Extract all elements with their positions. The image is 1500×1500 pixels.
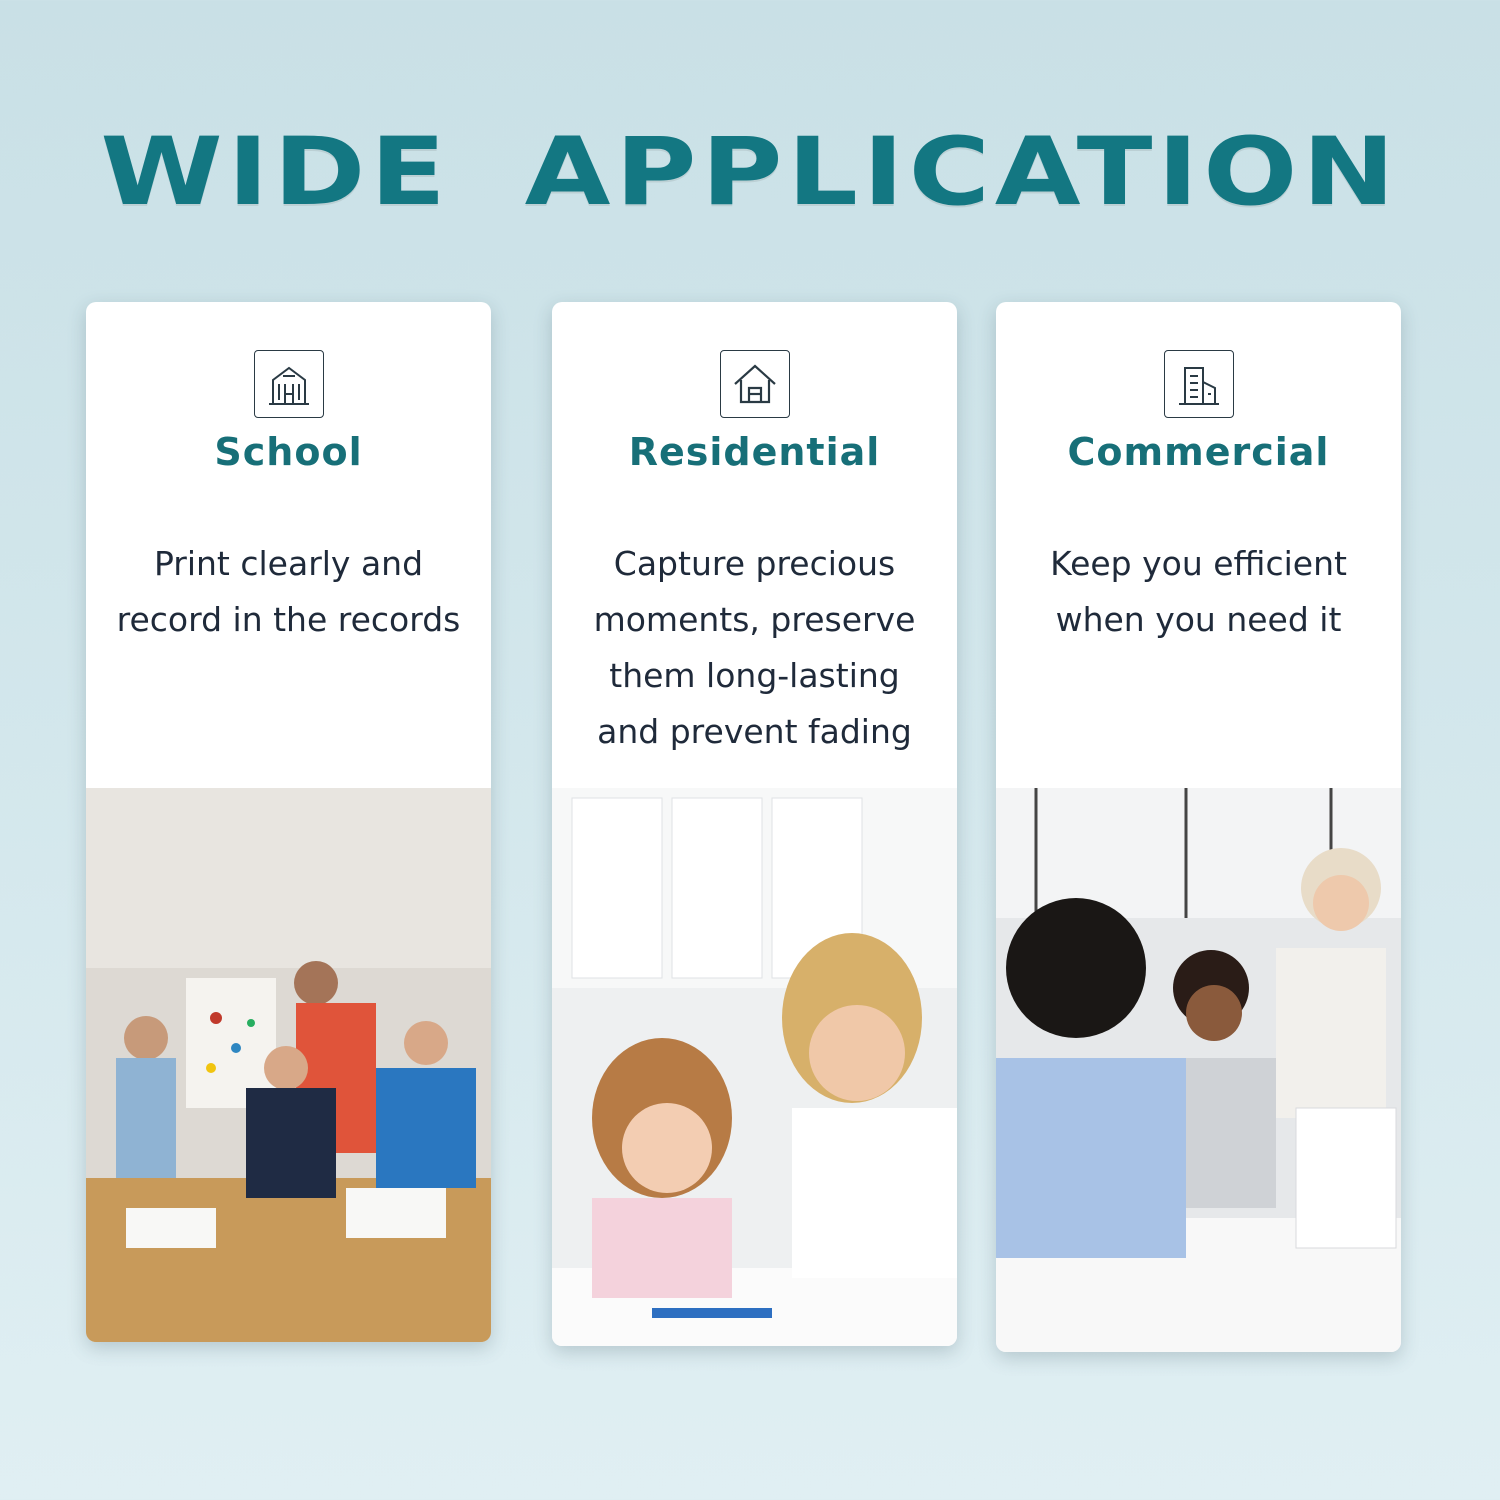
card-title: School: [214, 430, 363, 474]
mother-daughter-drawing-photo: [552, 788, 957, 1346]
card-description: Print clearly and record in the records: [116, 544, 461, 639]
house-icon: [720, 350, 790, 418]
office-meeting-photo: [996, 788, 1401, 1352]
school-building-icon: [254, 350, 324, 418]
card-description: Capture precious moments, preserve them long-lasting and prevent fading: [593, 544, 916, 751]
card-title: Commercial: [1067, 430, 1330, 474]
card-description: Keep you efficient when you need it: [1050, 544, 1347, 639]
card-title: Residential: [628, 430, 881, 474]
commercial-card: [996, 302, 1401, 1352]
page-headline: WIDE APPLICATION: [100, 118, 1400, 227]
office-building-icon: [1164, 350, 1234, 418]
children-painting-photo: [86, 788, 491, 1342]
school-card: [86, 302, 491, 1342]
residential-card: [552, 302, 957, 1346]
